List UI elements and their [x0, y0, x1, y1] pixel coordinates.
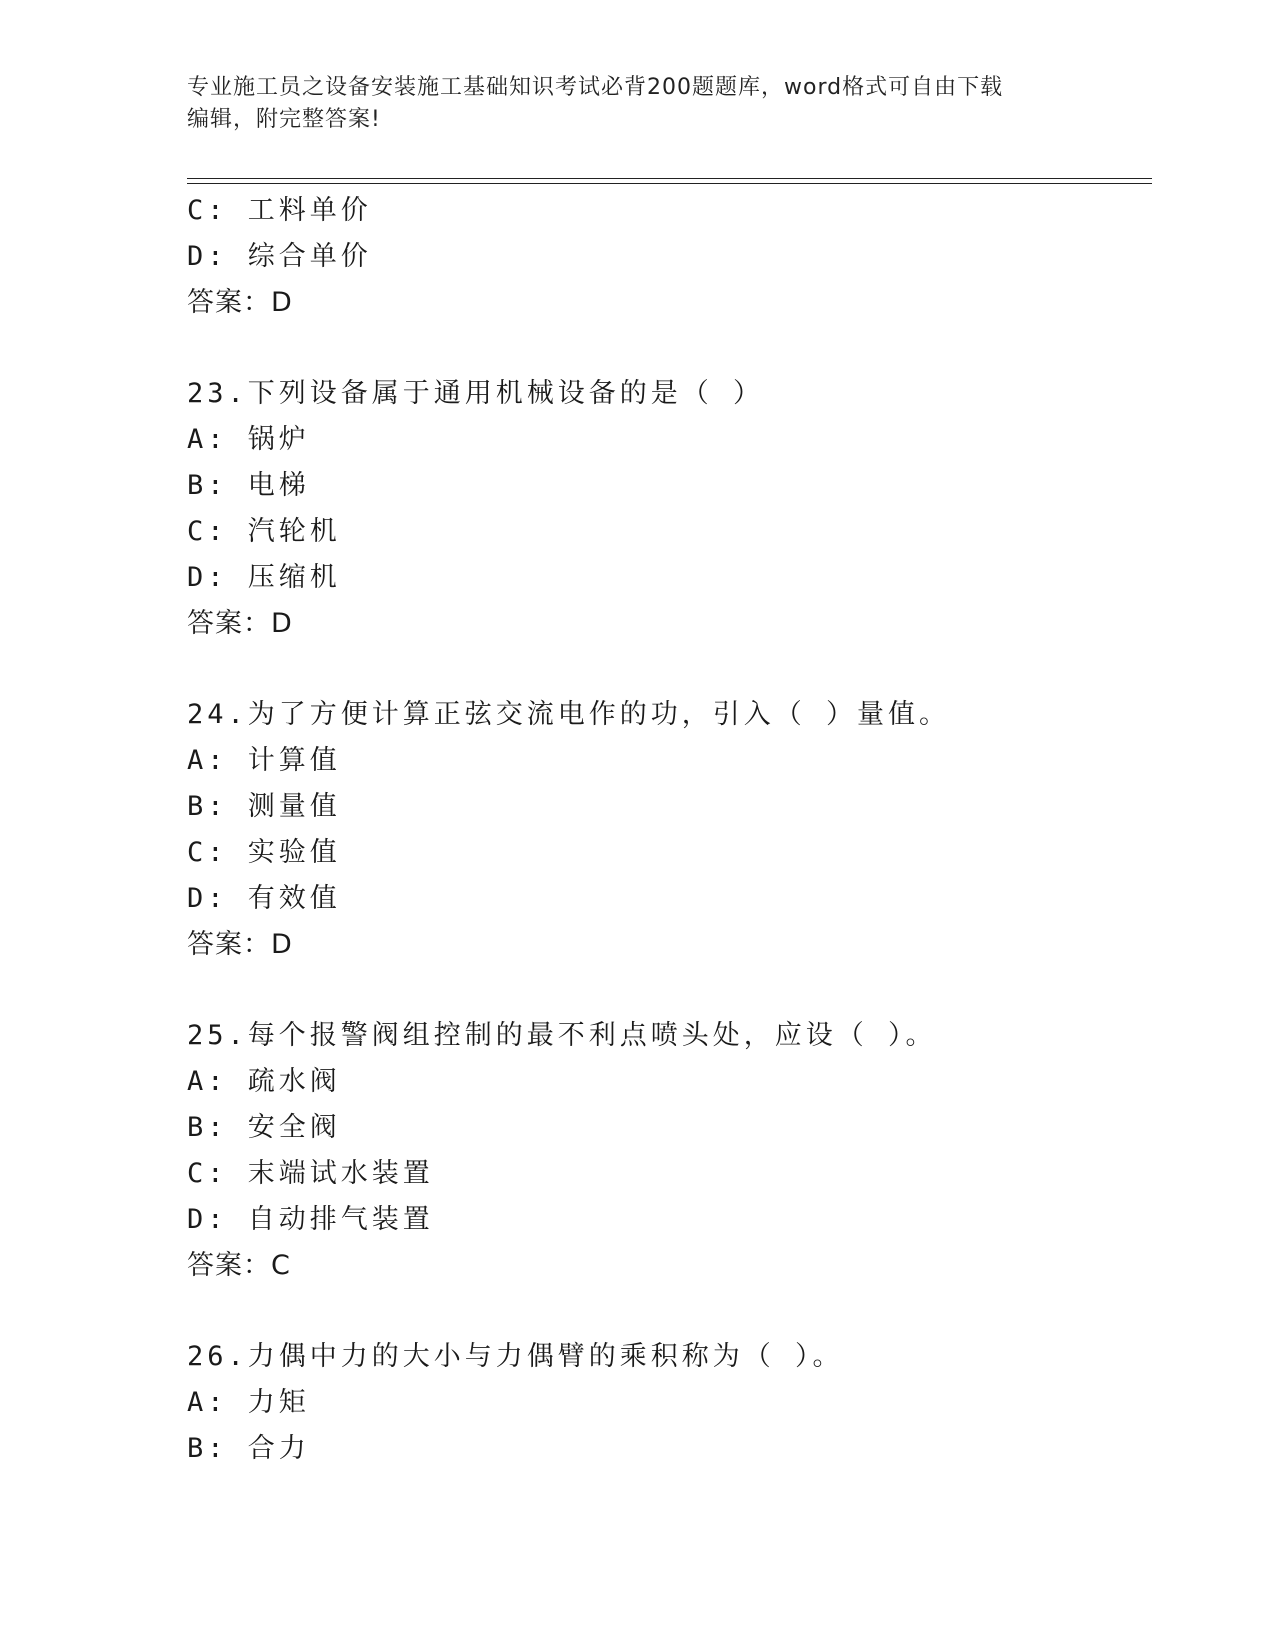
question-stem: 25.每个报警阀组控制的最不利点喷头处，应设（ ）。 [187, 1020, 937, 1051]
option-c: C: 末端试水装置 [187, 1158, 434, 1189]
question-23 [187, 371, 1152, 647]
question-stem: 26.力偶中力的大小与力偶臂的乘积称为（ ）。 [187, 1341, 844, 1372]
header-title-line-1: 专业施工员之设备安装施工基础知识考试必背200题题库，word格式可自由下载 [187, 75, 1004, 100]
option-d: D: 自动排气装置 [187, 1204, 434, 1235]
option-d: D: 压缩机 [187, 562, 341, 593]
option-a: A: 力矩 [187, 1387, 310, 1418]
question-26 [187, 1334, 1152, 1472]
answer: 答案：C [187, 1250, 291, 1281]
question-stem: 23.下列设备属于通用机械设备的是（ ） [187, 378, 765, 409]
option-b: B: 安全阀 [187, 1112, 341, 1143]
option-c: C: 汽轮机 [187, 516, 341, 547]
question-24 [187, 692, 1152, 968]
header-divider-bottom [187, 183, 1152, 184]
option-a: A: 锅炉 [187, 424, 310, 455]
question-stem: 24.为了方便计算正弦交流电作的功，引入（ ）量值。 [187, 699, 951, 730]
answer: 答案：D [187, 287, 293, 318]
option-d: D: 有效值 [187, 883, 341, 914]
question-22-continued [187, 188, 1152, 326]
document-header [187, 72, 1067, 136]
option-b: B: 合力 [187, 1433, 310, 1464]
option-c: C: 工料单价 [187, 195, 372, 226]
option-d: D: 综合单价 [187, 241, 372, 272]
option-a: A: 计算值 [187, 745, 341, 776]
answer: 答案：D [187, 608, 293, 639]
question-list [187, 188, 1152, 1472]
header-title-line-2: 编辑，附完整答案! [187, 107, 381, 132]
option-c: C: 实验值 [187, 837, 341, 868]
question-25 [187, 1013, 1152, 1289]
answer: 答案：D [187, 929, 293, 960]
option-b: B: 电梯 [187, 470, 310, 501]
option-a: A: 疏水阀 [187, 1066, 341, 1097]
header-divider-top [187, 178, 1152, 179]
option-b: B: 测量值 [187, 791, 341, 822]
